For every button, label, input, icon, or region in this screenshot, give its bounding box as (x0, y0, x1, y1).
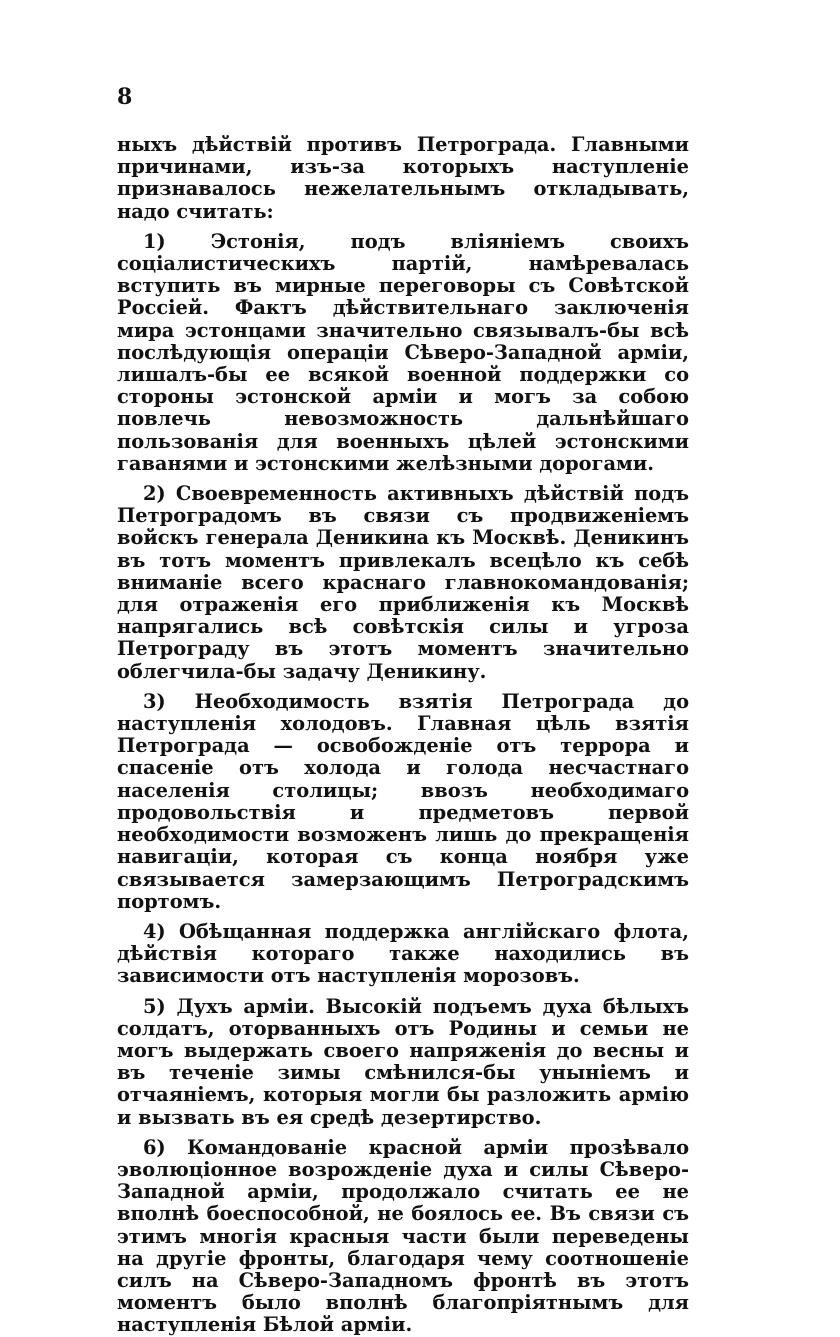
paragraph-point-3: 3) Необходимость взятія Петрограда до наступленія холодовъ. Главная цѣль взятія Петрограда — освобожденіе отъ террора и спасеніе отъ холода и голода несчастнаго населенія столицы; ввозъ необходимаго продовольствія и предметовъ первой необходимости возможенъ лишь до прекращенія навигаціи, которая съ конца ноября уже связывается замерзающимъ Петроградскимъ портомъ. (117, 689, 689, 913)
paragraph-point-5: 5) Духъ арміи. Высокій подъемъ духа бѣлыхъ солдатъ, оторванныхъ отъ Родины и семьи не могъ выдержать своего напряженія до весны и въ теченіе зимы смѣнился-бы уныніемъ и отчаяніемъ, которыя могли бы разложить армію и вызвать въ ея средѣ дезертирство. (117, 994, 689, 1129)
paragraph-point-6: 6) Командованіе красной арміи прозѣвало эволюціонное возрожденіе духа и силы Сѣверо-Западной арміи, продолжало считать ее не вполнѣ боеспособной, не боялось ее. Въ связи съ этимъ многія красныя части были переведены на другіе фронты, благодаря чему соотношеніе силъ на Сѣверо-Западномъ фронтѣ въ этотъ моментъ было вполнѣ благопріятнымъ для наступленія Бѣлой арміи. (117, 1135, 689, 1337)
paragraph-point-1: 1) Эстонія, подъ вліяніемъ своихъ соціалистическихъ партій, намѣревалась вступить въ мирные переговоры съ Совѣтской Россіей. Фактъ дѣйствительнаго заключенія мира эстонцами значительно связывалъ-бы всѣ послѣдующія операціи Сѣверо-Западной арміи, лишалъ-бы ее всякой военной поддержки со стороны эстонской арміи и могъ за собою повлечь невозможность дальнѣйшаго пользованія для военныхъ цѣлей эстонскими гаванями и эстонскими желѣзными дорогами. (117, 229, 689, 475)
paragraph-point-2: 2) Своевременность активныхъ дѣйствій подъ Петроградомъ въ связи съ продвиженіемъ войскъ генерала Деникина къ Москвѣ. Деникинъ въ тотъ моментъ привлекалъ всецѣло къ себѣ вниманіе всего краснаго главнокомандованія; для отраженія его приближенія къ Москвѣ напрягались всѣ совѣтскія силы и угроза Петрограду въ этотъ моментъ значительно облегчила-бы задачу Деникину. (117, 482, 689, 683)
paragraph-continuation: ныхъ дѣйствій противъ Петрограда. Главными причинами, изъ-за которыхъ наступленіе признавалось нежелательнымъ откладывать, надо считать: (117, 133, 689, 223)
paragraph-point-4: 4) Обѣщанная поддержка англійскаго флота, дѣйствія котораго также находились въ зависимости отъ наступленія морозовъ. (117, 919, 689, 988)
page-number: 8 (117, 84, 133, 110)
body-text (117, 134, 689, 1337)
